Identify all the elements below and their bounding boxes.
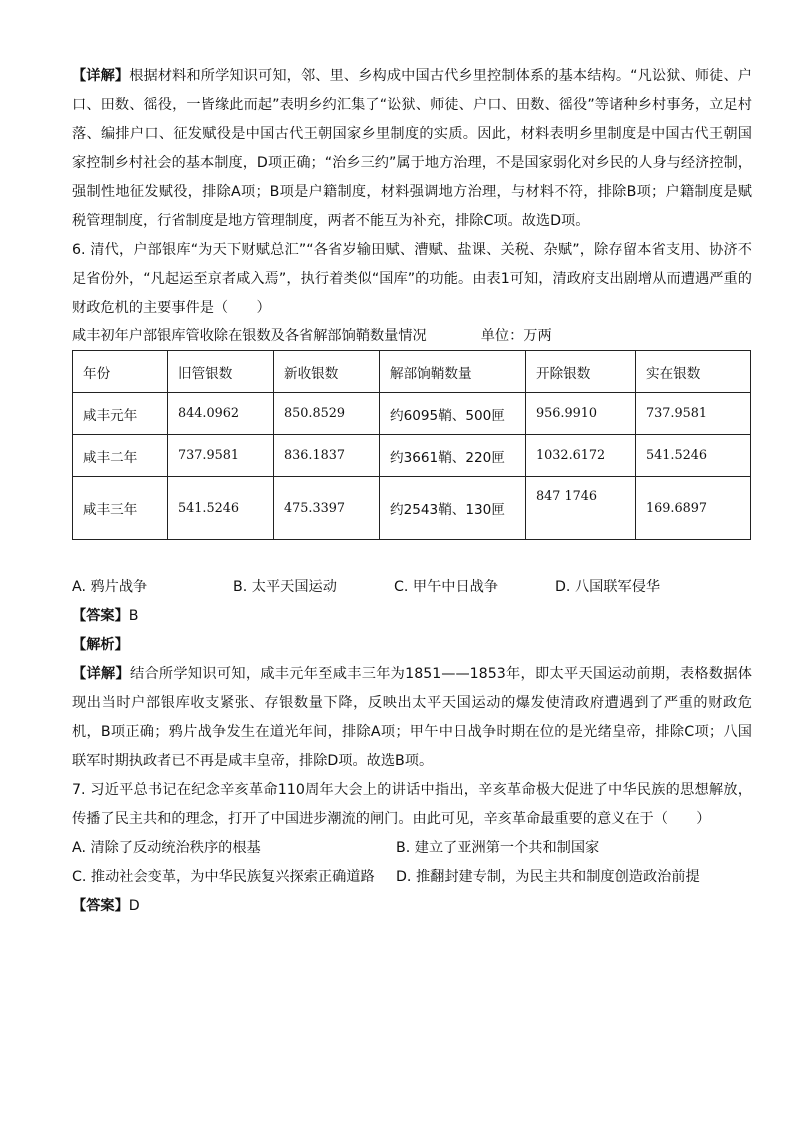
q6-option-d: D. 八国联军侵华 [555,579,661,595]
table-row [73,477,751,540]
q7-option-c: C. 推动社会变革，为中华民族复兴探索正确道路 [72,869,375,885]
q6-analysis-label: 【解析】 [72,637,129,653]
q7-option-b: B. 建立了亚洲第一个共和制国家 [396,840,600,856]
table-cell: 约2543鞘、130匣 [380,477,526,540]
q6-stem: 6. 清代，户部银库“为天下财赋总汇”“各省岁输田赋、漕赋、盐课、关税、杂赋”，除存留本省支用、协济不足省份外，“凡起运至京者咸入焉”，执行着类似“国库”的功能。由表1可知，清政府支出剧增从而遭遇严重的财政危机的主要事件是（ ） [72,242,752,316]
q6-detail [72,660,752,776]
q5-detail-text: 根据材料和所学知识可知，邻、里、乡构成中国古代乡里控制体系的基本结构。“凡讼狱、师徒、户口、田数、徭役，一皆缘此而起”表明乡约汇集了“讼狱、师徒、户口、田数、徭役”等诸种乡村事务，立足村落、编排户口、征发赋役是中国古代王朝国家乡里制度的实质。因此，材料表明乡里制度是中国古代王朝国家控制乡村社会的基本制度，D项正确；“治乡三约”属于地方治理，不是国家弱化对乡民的人身与经济控制，强制性地征发赋役，排除A项；B项是户籍制度，材料强调地方治理，与材料不符，排除B项；户籍制度是赋税管理制度，行省制度是地方管理制度，两者不能互为补充，排除C项。故选D项。 [72,68,752,229]
table-cell: 咸丰二年 [73,435,168,477]
q5-detail [72,62,752,236]
table-header-cell: 年份 [73,351,168,393]
q7-answer-value: D [128,898,140,914]
table-cell: 737.9581 [636,393,751,435]
q6-detail-text: 结合所学知识可知，咸丰元年至咸丰三年为1851——1853年，即太平天国运动前期，表格数据体现出当时户部银库收支紧张、存银数量下降，反映出太平天国运动的爆发使清政府遭遇到了严重的财政危机，B项正确；鸦片战争发生在道光年间，排除A项；甲午中日战争时期在位的是光绪皇帝，排除C项；八国联军时期执政者已不再是咸丰皇帝，排除D项。故选B项。 [72,666,752,769]
q6-detail-label: 【详解】 [72,666,130,682]
table-cell: 956.9910 [526,393,636,435]
table-header-cell: 开除银数 [526,351,636,393]
q7-answer-label: 【答案】 [72,898,129,914]
q7-answer [72,892,752,921]
table-header-cell: 实在银数 [636,351,751,393]
table-cell: 咸丰元年 [73,393,168,435]
table-header-cell: 旧管银数 [168,351,274,393]
table-cell: 847 1746 [526,477,636,540]
table-cell: 169.6897 [636,477,751,540]
table-cell: 737.9581 [168,435,274,477]
q7-options-row-2 [72,863,752,892]
table-row [73,435,751,477]
q7-option-d: D. 推翻封建专制，为民主共和制度创造政治前提 [396,869,700,885]
q7-option-a: A. 清除了反动统治秩序的根基 [72,840,261,856]
document-page [72,62,752,921]
q6-answer-label: 【答案】 [72,608,129,624]
q5-detail-label: 【详解】 [72,68,130,84]
table-cell: 1032.6172 [526,435,636,477]
q6-options [72,573,752,602]
silver-treasury-table [72,350,751,540]
q6-option-a: A. 鸦片战争 [72,579,148,595]
table-caption [72,323,752,350]
table-unit: 单位：万两 [480,328,552,344]
q6-answer-value: B [128,608,139,624]
q7-stem: 7. 习近平总书记在纪念辛亥革命110周年大会上的讲话中指出，辛亥革命极大促进了中华民族的思想解放，传播了民主共和的理念，打开了中国进步潮流的闸门。由此可见，辛亥革命最重要的意义在于（ ） [72,782,752,827]
table-cell: 约6095鞘、500匣 [380,393,526,435]
table-row [73,393,751,435]
table-cell: 844.0962 [168,393,274,435]
table-header-row [73,351,751,393]
q6-option-b: B. 太平天国运动 [233,579,337,595]
table-cell: 850.8529 [274,393,380,435]
table-title: 咸丰初年户部银库管收除在银数及各省解部饷鞘数量情况 [72,328,427,344]
q6-answer [72,602,752,631]
q6-option-c: C. 甲午中日战争 [394,579,499,595]
table-cell: 咸丰三年 [73,477,168,540]
q7-options-row-1 [72,834,752,863]
table-cell: 836.1837 [274,435,380,477]
table-header-cell: 解部饷鞘数量 [380,351,526,393]
table-cell: 约3661鞘、220匣 [380,435,526,477]
table-cell: 541.5246 [168,477,274,540]
table-cell: 541.5246 [636,435,751,477]
table-cell: 475.3397 [274,477,380,540]
table-header-cell: 新收银数 [274,351,380,393]
